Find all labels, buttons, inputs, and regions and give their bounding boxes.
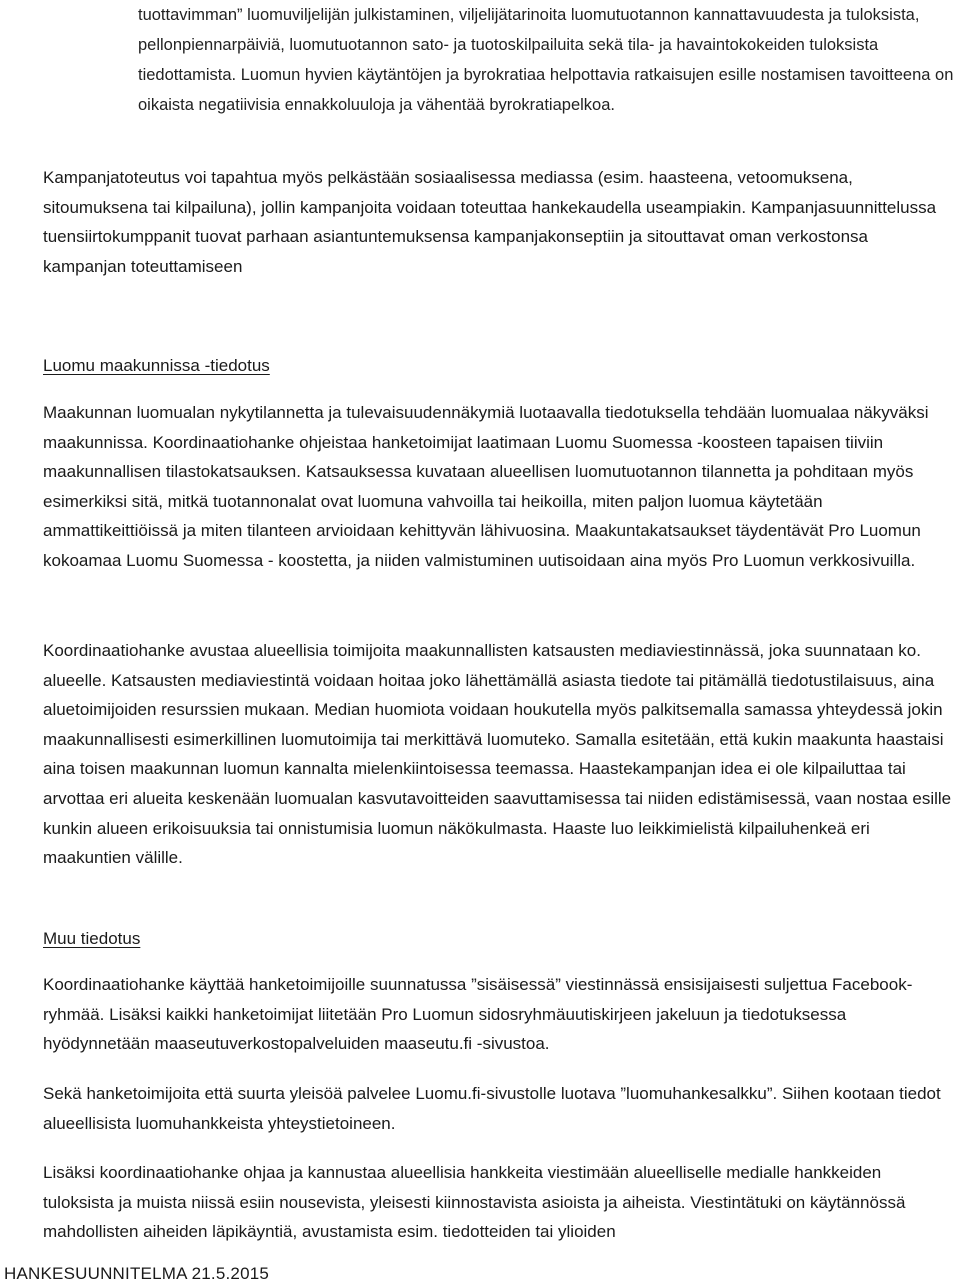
other-paragraph-3: Lisäksi koordinaatiohanke ohjaa ja kannustaa alueellisia hankkeita viestimään alueelliselle medialle hankkeiden tuloksista ja muista niissä esiin nousevista, yleisesti kiinnostavista asioista ja aiheista. Viestintätuki on käytännössä mahdollisten aiheiden läpikäyntiä, avustamista esim. tiedotteiden tai ylioiden bbox=[43, 1163, 906, 1242]
regional-paragraph-2: Koordinaatiohanke avustaa alueellisia toimijoita maakunnallisten katsausten mediaviestinnässä, joka suunnataan ko. alueelle. Katsausten mediaviestintä voidaan hoitaa joko lähettämällä asiasta tiedote tai pitämällä tiedotustilaisuus, aina aluetoimijoiden resurssien mukaan. Median huomiota voidaan houkutella myös palkitsemalla samassa yhteydessä jokin maakunnallisesti esimerkillinen luomutoimija tai merkittävä luomuteko. Samalla esitetään, että kukin maakunta haastaisi aina toisen maakunnan luomun kannalta mielenkiintoisessa teemassa. Haastekampanjan idea ei ole kilpailuttaa tai arvottaa eri alueita keskenään luomualan kasvutavoitteiden saavuttamisessa tai niiden edistämisessä, vaan nostaa esille kunkin alueen erikoisuuksia tai onnistumisia luomun näkökulmasta. Haaste luo leikkimielistä kilpailuhenkeä eri maakuntien välille. bbox=[43, 641, 952, 868]
intro-list-continuation: tuottavimman” luomuviljelijän julkistaminen, viljelijätarinoita luomutuotannon kannattavuudesta ja tuloksista, pellonpiennarpäiviä, luomutuotannon sato- ja tuotoskilpailuita sekä tila- ja havaintokokeiden tuloksista tiedottamista. Luomun hyvien käytäntöjen ja byrokratiaa helpottavia ratkaisujen esille nostamisen tavoitteena on oikaista negatiivisia ennakkoluuloja ja vähentää byrokratiapelkoa. bbox=[138, 6, 954, 114]
campaign-paragraph: Kampanjatoteutus voi tapahtua myös pelkästään sosiaalisessa mediassa (esim. haasteena, vetoomuksena, sitoumuksena tai kilpailuna), jollin kampanjoita voidaan toteuttaa hankekaudella useampiakin. Kampanjasuunnittelussa tuensiirtokumppanit tuovat parhaan asiantuntemuksensa kampanjakonseptiin ja sitouttavat oman verkostonsa kampanjan toteuttamiseen bbox=[43, 168, 937, 276]
other-paragraph-1: Koordinaatiohanke käyttää hanketoimijoille suunnatussa ”sisäisessä” viestinnässä ensisijaisesti suljettua Facebook-ryhmää. Lisäksi kaikki hanketoimijat liitetään Pro Luomun sidosryhmäuutiskirjeen jakeluun ja tiedotuksessa hyödynnetään maaseutuverkostopalveluiden maaseutu.fi -sivustoa. bbox=[43, 975, 913, 1054]
footer-document-id: HANKESUUNNITELMA 21.5.2015 bbox=[4, 1264, 270, 1283]
other-paragraph-2: Sekä hanketoimijoita että suurta yleisöä palvelee Luomu.fi-sivustolle luotava ”luomuhankesalkku”. Siihen kootaan tiedot alueellisista luomuhankkeista yhteystietoineen. bbox=[43, 1084, 941, 1133]
section-heading-other: Muu tiedotus bbox=[43, 929, 141, 948]
regional-paragraph-1: Maakunnan luomualan nykytilannetta ja tulevaisuudennäkymiä luotaavalla tiedotuksella tehdään luomualaa näkyväksi maakunnissa. Koordinaatiohanke ohjeistaa hanketoimijat laatimaan Luomu Suomessa -koosteen tapaisen tiiviin maakunnallisen tilastokatsauksen. Katsauksessa kuvataan alueellisen luomutuotannon tilannetta ja pohditaan myös esimerkiksi sitä, mitkä tuotannonalat ovat luomuna vahvoilla tai heikoilla, miten paljon luomua käytetään ammattikeittiöissä ja miten tilanteen arvioidaan kehittyvän lähivuosina. Maakuntakatsaukset täydentävät Pro Luomun kokoamaa Luomu Suomessa - koostetta, ja niiden valmistuminen uutisoidaan aina myös Pro Luomun verkkosivuilla. bbox=[43, 403, 929, 570]
section-heading-regional: Luomu maakunnissa -tiedotus bbox=[43, 356, 270, 375]
